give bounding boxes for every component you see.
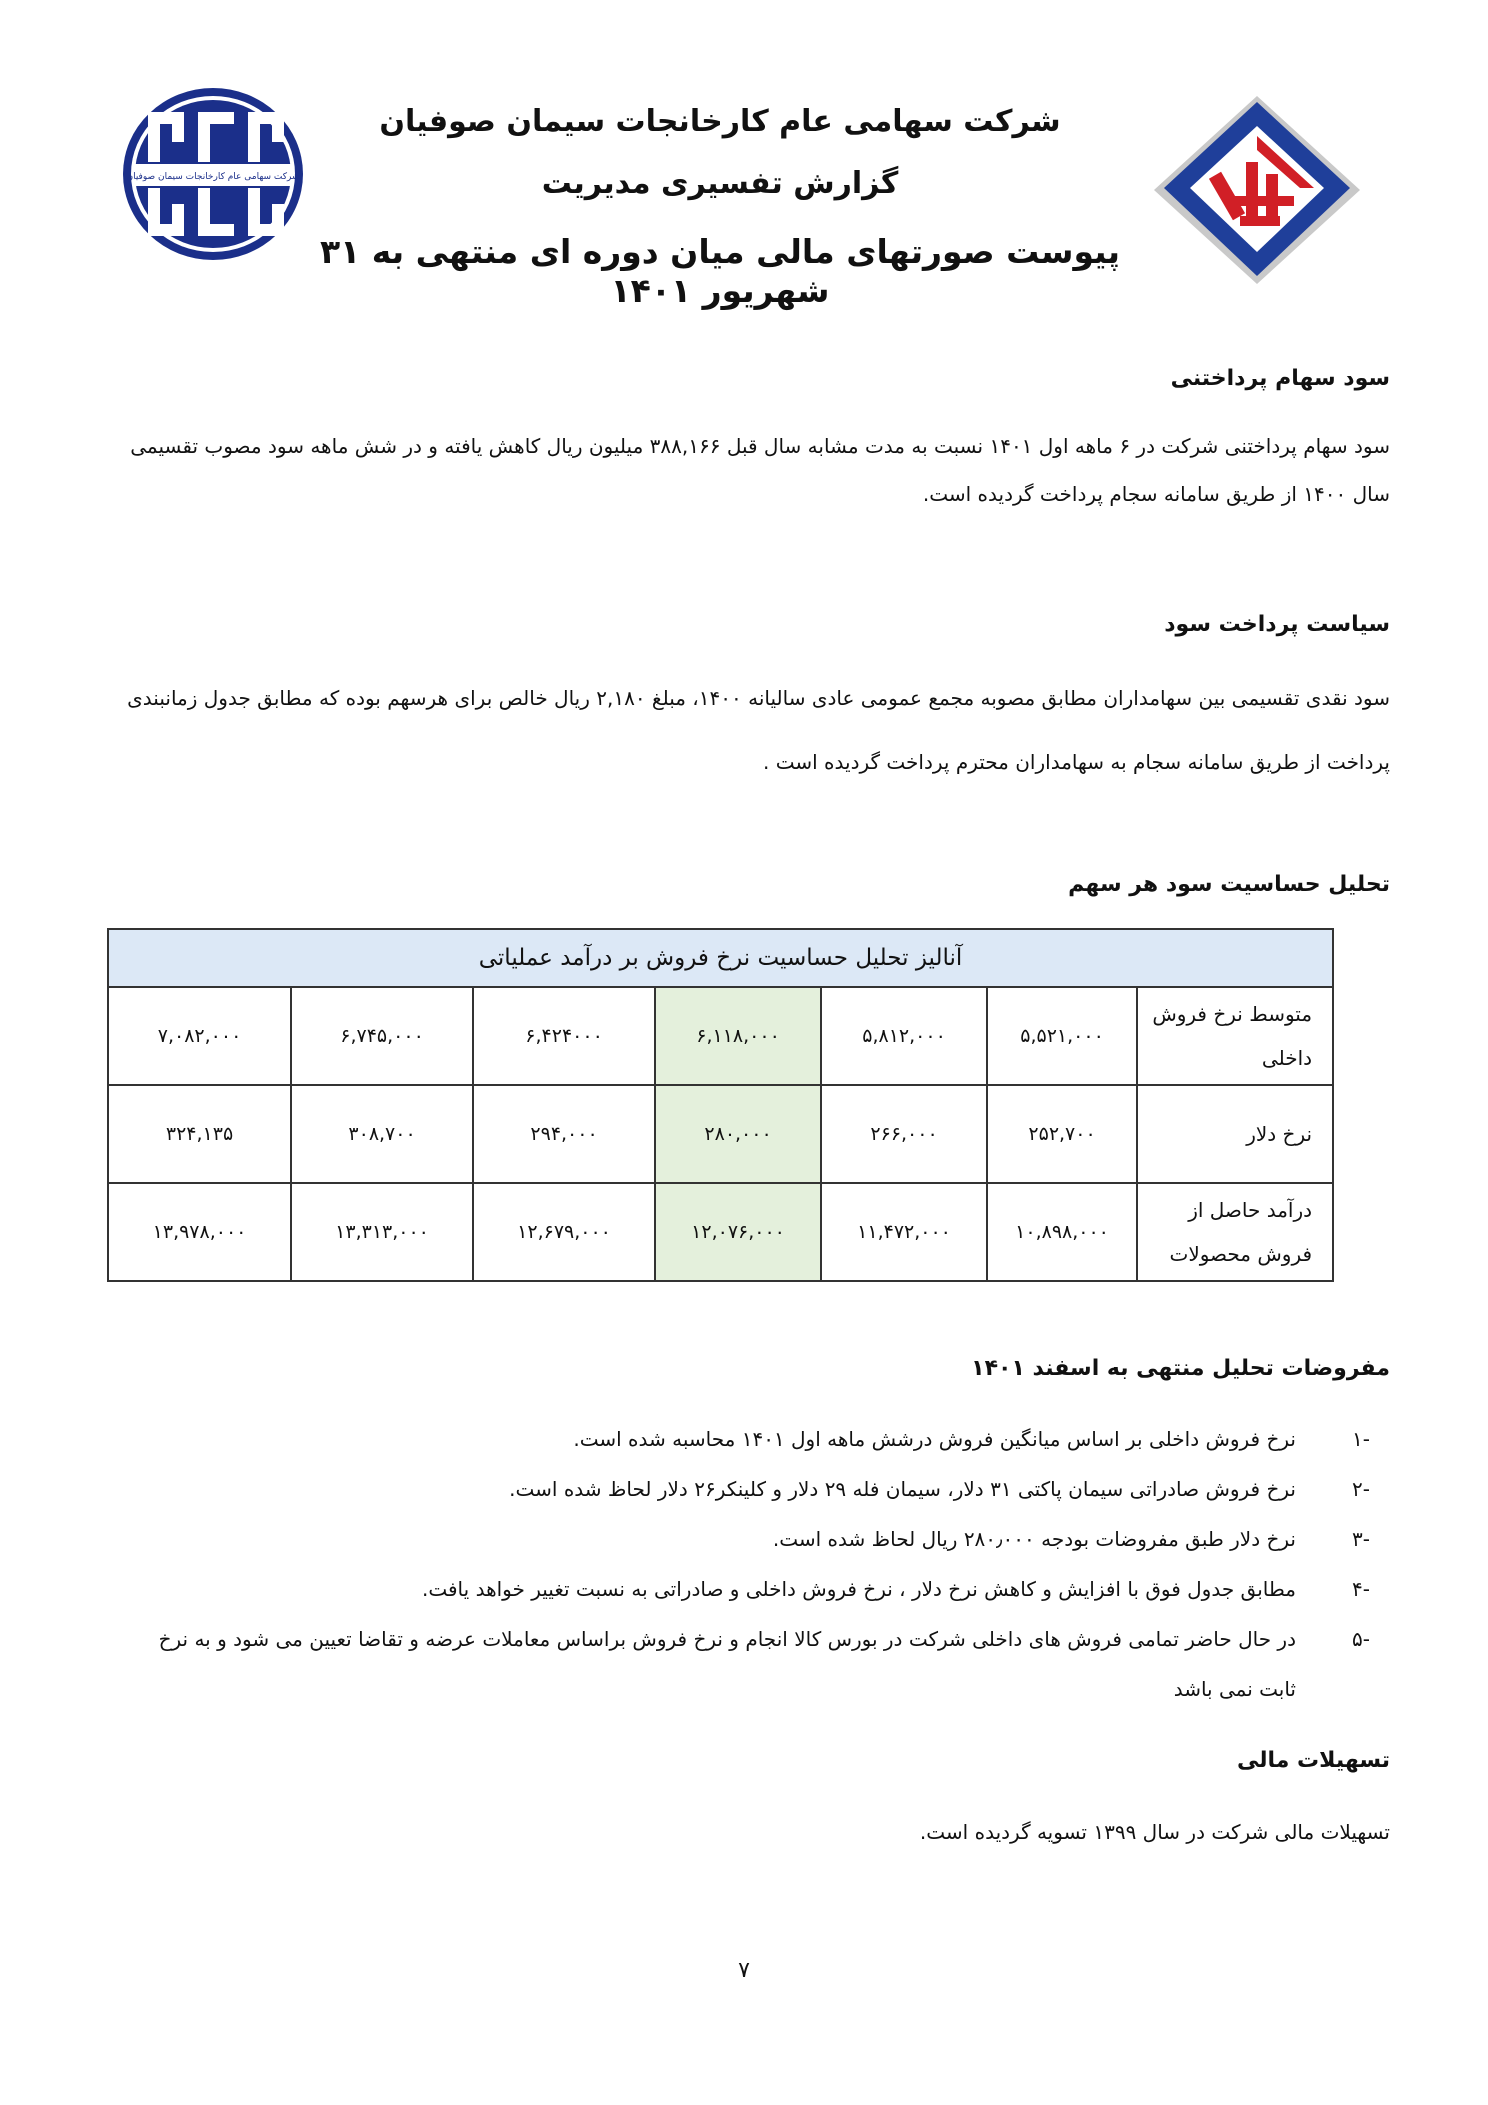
list-item-number: -۲ xyxy=(1352,1477,1370,1501)
list-item-text: نرخ دلار طبق مفروضات بودجه ۲۸۰٫۰۰۰ ریال لحاظ شده است. xyxy=(772,1527,1296,1551)
list-item-text: نرخ فروش داخلی بر اساس میانگین فروش درشش ماهه اول ۱۴۰۱ محاسبه شده است. xyxy=(573,1427,1296,1451)
table-caption: آنالیز تحلیل حساسیت نرخ فروش بر درآمد عملیاتی xyxy=(108,929,1333,987)
list-item-number: -۵ xyxy=(1352,1627,1370,1651)
dividend-payable-title: سود سهام پرداختنی xyxy=(1170,366,1390,391)
list-item-text: مطابق جدول فوق با افزایش و کاهش نرخ دلار ، نرخ فروش داخلی و صادراتی به نسبت تغییر خواهد یافت. xyxy=(422,1577,1296,1601)
table-row xyxy=(108,1085,1333,1183)
list-item-number: -۳ xyxy=(1352,1527,1370,1551)
table-cell: ۳۰۸,۷۰۰ xyxy=(291,1085,473,1183)
row-label: نرخ دلار xyxy=(1137,1085,1333,1183)
list-item-number: -۱ xyxy=(1352,1427,1370,1451)
list-item xyxy=(120,1514,1390,1564)
table-cell: ۶,۷۴۵,۰۰۰ xyxy=(291,987,473,1085)
list-item xyxy=(120,1614,1390,1714)
company-emblem-icon xyxy=(1150,92,1364,288)
list-item xyxy=(120,1464,1390,1514)
sensitivity-title: تحلیل حساسیت سود هر سهم xyxy=(1068,872,1390,897)
dividend-policy-body: سود نقدی تقسیمی بین سهامداران مطابق مصوبه مجمع عمومی عادی سالیانه ۱۴۰۰، مبلغ ۲,۱۸۰ ریال خالص برای هرسهم بوده که مطابق جدول زمانبندی پرداخت از طریق سامانه سجام به سهامداران محترم پرداخت گردیده است . xyxy=(127,686,1390,774)
page-number: ۷ xyxy=(738,1958,750,1983)
table-cell: ۵,۵۲۱,۰۰۰ xyxy=(987,987,1137,1085)
scc-logo-icon xyxy=(120,86,306,262)
table-cell: ۳۲۴,۱۳۵ xyxy=(108,1085,291,1183)
table-cell: ۲۵۲,۷۰۰ xyxy=(987,1085,1137,1183)
table-cell: ۱۳,۹۷۸,۰۰۰ xyxy=(108,1183,291,1281)
table-cell: ۱۰,۸۹۸,۰۰۰ xyxy=(987,1183,1137,1281)
assumptions-title: مفروضات تحلیل منتهی به اسفند ۱۴۰۱ xyxy=(971,1356,1390,1381)
highlighted-cell: ۱۲,۰۷۶,۰۰۰ xyxy=(655,1183,821,1281)
table-cell: ۱۱,۴۷۲,۰۰۰ xyxy=(821,1183,987,1281)
dividend-policy-title: سیاست پرداخت سود xyxy=(1164,612,1390,637)
list-item xyxy=(120,1564,1390,1614)
row-label: درآمد حاصل از فروش محصولات xyxy=(1137,1183,1333,1281)
logo-left-text: شرکت سهامی عام کارخانجات سیمان صوفیان xyxy=(126,172,300,182)
table-cell: ۱۳,۳۱۳,۰۰۰ xyxy=(291,1183,473,1281)
table-cell: ۶,۴۲۴۰۰۰ xyxy=(473,987,655,1085)
highlighted-cell: ۲۸۰,۰۰۰ xyxy=(655,1085,821,1183)
list-item xyxy=(120,1414,1390,1464)
sensitivity-table xyxy=(107,928,1334,1282)
report-subtitle: پیوست صورتهای مالی میان دوره ای منتهی به ۳۱ شهریور ۱۴۰۱ xyxy=(319,232,1121,310)
table-row xyxy=(108,1183,1333,1281)
list-item-number: -۴ xyxy=(1352,1577,1370,1601)
dividend-payable-body: سود سهام پرداختنی شرکت در ۶ ماهه اول ۱۴۰۱ نسبت به مدت مشابه سال قبل ۳۸۸,۱۶۶ میلیون ریال کاهش یافته و در شش ماهه سود مصوب تقسیمی سال ۱۴۰۰ از طریق سامانه سجام پرداخت گردیده است. xyxy=(130,434,1390,506)
list-item-text: در حال حاضر تمامی فروش های داخلی شرکت در بورس کالا انجام و نرخ فروش براساس معاملات عرضه و تقاضا تعیین می شود و به نرخ ثابت نمی باشد xyxy=(158,1627,1296,1701)
page-header xyxy=(0,0,1488,310)
facilities-body: تسهیلات مالی شرکت در سال ۱۳۹۹ تسویه گردیده است. xyxy=(919,1820,1390,1844)
table-cell: ۵,۸۱۲,۰۰۰ xyxy=(821,987,987,1085)
assumptions-list xyxy=(120,1414,1390,1714)
table-row xyxy=(108,987,1333,1085)
row-label: متوسط نرخ فروش داخلی xyxy=(1137,987,1333,1085)
table-cell: ۷,۰۸۲,۰۰۰ xyxy=(108,987,291,1085)
facilities-title: تسهیلات مالی xyxy=(1236,1748,1390,1773)
company-name: شرکت سهامی عام کارخانجات سیمان صوفیان xyxy=(379,104,1061,139)
table-cell: ۲۹۴,۰۰۰ xyxy=(473,1085,655,1183)
highlighted-cell: ۶,۱۱۸,۰۰۰ xyxy=(655,987,821,1085)
table-cell: ۲۶۶,۰۰۰ xyxy=(821,1085,987,1183)
report-title: گزارش تفسیری مدیریت xyxy=(541,166,899,201)
table-cell: ۱۲,۶۷۹,۰۰۰ xyxy=(473,1183,655,1281)
list-item-text: نرخ فروش صادراتی سیمان پاکتی ۳۱ دلار، سیمان فله ۲۹ دلار و کلینکر۲۶ دلار لحاظ شده است. xyxy=(509,1477,1296,1501)
